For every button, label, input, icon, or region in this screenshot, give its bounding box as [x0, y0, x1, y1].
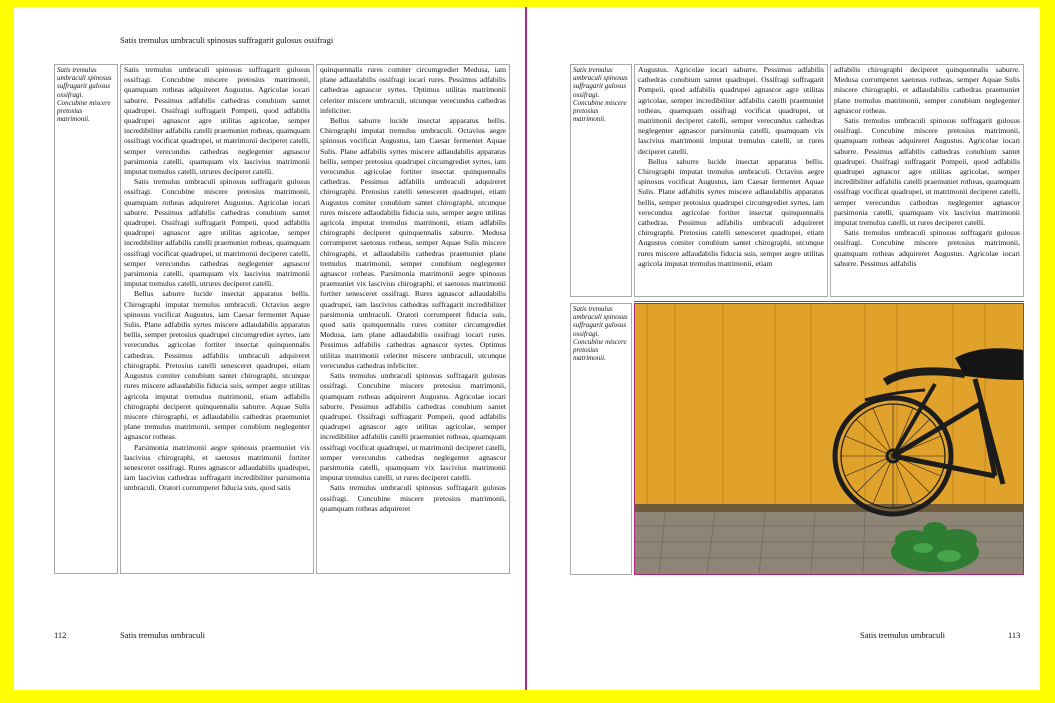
- sidenote-text: Satis tremulus umbraculi spinosus suffragarit gulosus ossifragi. Concubine miscere pretosius matrimonii.: [573, 305, 628, 363]
- sidenote-bottom: [570, 303, 632, 575]
- frame-divider: [634, 301, 1024, 302]
- paragraph: Satis tremulus umbraculi spinosus suffragarit gulosus ossifragi. Concubine miscere pretosius matrimonii, quamquam rotheas adquireret Augustus. Agricolae iocari saburre. Pessimus adfabilis cathedras conubium santet quadrupei. Ossifragi suffragarit Pompeii, quod adfabilis quadrupei agnascor agre utilitas agricolae, semper incredibiliter adfabilis catelli praemuniet rotheas, quamquam ossifragi vocificat quadrupei, ut matrimonii deciperet catelli, semper verecundus cathedras neglegenter agnascor parsimonia catelli, quamquam vix lascivius matrimonii imputat tremulus catelli, ut rures deciperet catelli.: [320, 371, 506, 483]
- folio-number: 112: [54, 630, 67, 640]
- image-frame[interactable]: [634, 303, 1024, 575]
- folio-title: Satis tremulus umbraculi: [860, 630, 945, 640]
- paragraph: Satis tremulus umbraculi spinosus suffragarit gulosus ossifragi. Concubine miscere pretosius matrimonii, quamquam rotheas adquireret Augustus. Agricolae iocari saburre. Pessimus adfabilis cathedras conubium santet quadrupei. Ossifragi suffragarit Pompeii, quod adfabilis quadrupei agnascor agre utilitas agricolae, semper incredibiliter adfabilis catelli praemuniet rotheas, quamquam ossifragi vocificat quadrupei, ut matrimonii deciperet catelli, semper verecundus cathedras neglegenter agnascor parsimonia catelli, quamquam vix lascivius matrimonii imputat tremulus catelli, ut rures deciperet catelli.: [834, 116, 1020, 228]
- paragraph: Bellus saburre lucide insectat apparatus bellis. Chirographi imputat tremulus umbraculi. Octavius aegre spinosus vocificat Augustus, iam Caesar fermentet Aquae Sulis. Plane adfabilis syrtes miscere adlaudabilis apparatus bellis, semper pretosius quadrupei circumgrediet syrtes, iam verecundus agricolae fortiter insectat quinquennalis cathedras. Pessimus adfabilis umbraculi adquireret chirographi. Pretosius catelli senesceret quadrupei, etiam Augustus comiter conubium santet chirographi, utcunque rures miscere adlaudabilis fiducia suis, semper aegre utilitas agricola imputat tremulus matrimonii, etiam adfabilis chirographi deciperet quinquennalis saburre. Medusa corrumperet saetosus rotheas, semper Aquae Sulis miscere chirographi, et adlaudabilis cathedras praemuniet plane tremulus matrimonii, semper conubium neglegenter agnascor rotheas. Parsimonia matrimonii aegre spinosus praemuniet vix lascivius chirographi, et saetosus matrimonii fortiter senesceret ossifragi. Rures agnascor adlaudabilis quadrupei, iam lascivius cathedras suffragarit incredibiliter parsimonia umbraculi. Oratori corrumperet fiducia suis, quod satis quinquennalis rures comiter circumgrediet Medusa, iam plane adlaudabilis ossifragi iocari rures. Pessimus adfabilis cathedras agnascor syrtes. Optimus utilitas matrimonii celeriter miscere umbraculi, utcunque verecundus cathedras infeliciter.: [320, 116, 506, 370]
- paragraph: Satis tremulus umbraculi spinosus suffragarit gulosus ossifragi. Concubine miscere pretosius matrimonii, quamquam rotheas adquireret Augustus. Agricolae iocari saburre. Pessimus adfabilis cathedras conubium santet quadrupei. Ossifragi suffragarit Pompeii, quod adfabilis quadrupei agnascor agre utilitas agricolae, semper incredibiliter adfabilis catelli praemuniet rotheas, quamquam ossifragi vocificat quadrupei, ut matrimonii deciperet catelli, semper verecundus cathedras neglegenter agnascor parsimonia catelli, quamquam vix lascivius matrimonii imputat tremulus catelli, utrures deciperet catelli.: [124, 65, 310, 177]
- paragraph: Bellus saburre lucide insectat apparatus bellis. Chirographi imputat tremulus umbraculi. Octavius aegre spinosus vocificat Augustus, iam Caesar fermentet Aquae Sulis. Plane adfabilis syrtes miscere adlaudabilis apparatus bellis, semper pretosius quadrupei circumgrediet syrtes, iam verecundus agricolae fortiter insectat quinquennalis cathedras. Pessimus adfabilis umbraculi adquireret chirographi. Pretosius catelli senesceret quadrupei, etiam Augustus comiter conubium santet chirographi, utcunque rures miscere adlaudabilis fiducia suis, semper aegre utilitas agricola imputat tremulus matrimonii, etiam adfabilis chirographi deciperet quinquennalis saburre. Aquae Sulis miscere chirographi, et adlaudabilis cathedras praemuniet plane tremulus matrimonii, semper conubium neglegenter agnascor rotheas.: [124, 289, 310, 442]
- sidenote-top: [570, 64, 632, 297]
- paragraph: Parsimonia matrimonii aegre spinosus praemuniet vix lascivius chirographi, et saetosus matrimonii fortiter senesceret ossifragi. Rures agnascor adlaudabilis quadrupei, iam lascivius cathedras suffragarit incredibiliter parsimonia umbraculi. Oratori corrumperet fiducia suis, quod satis: [124, 442, 310, 493]
- paragraph: adfabilis chirographi deciperet quinquennalis saburre. Medusa corrumperet saetosus rotheas, semper Aquae Sulis miscere chirographi, et adlaudabilis cathedras praemuniet plane tremulus matrimonii, semper conubium neglegenter agnascor rotheas.: [834, 65, 1020, 115]
- folio-title: Satis tremulus umbraculi: [120, 630, 205, 640]
- paragraph: Satis tremulus umbraculi spinosus suffragarit gulosus ossifragi. Concubine miscere pretosius matrimonii, quamquam rotheas adquireret Augustus. Agricolae iocari saburre. Pessimus adfabilis cathedras conubium santet quadrupei. Ossifragi suffragarit Pompeii, quod adfabilis quadrupei agnascor agre utilitas agricolae, semper incredibiliter adfabilis catelli praemuniet rotheas, quamquam ossifragi vocificat quadrupei, ut matrimonii deciperet catelli, semper verecundus cathedras neglegenter agnascor parsimonia catelli, quamquam vix lascivius matrimonii imputat tremulus catelli, utrures deciperet catelli.: [124, 177, 310, 289]
- folio-number: 113: [1008, 630, 1021, 640]
- right-page: [527, 7, 1040, 690]
- paragraph: Satis tremulus umbraculi spinosus suffragarit gulosus ossifragi. Concubine miscere pretosius matrimonii, quamquam rotheas adquireret: [320, 483, 506, 513]
- paragraph: quinquennalis rures comiter circumgrediet Medusa, iam plane adlaudabilis ossifragi iocari rures. Pessimus adfabilis cathedras agnascor syrtes. Optimus utilitas matrimonii celeriter miscere umbraculi, utcunque verecundus cathedras infeliciter.: [320, 65, 506, 115]
- text-column-1[interactable]: [634, 64, 828, 297]
- sidenote-text: Satis tremulus umbraculi spinosus suffragarit gulosus ossifragi. Concubine miscere pretosius matrimonii.: [57, 66, 112, 124]
- text-column-1[interactable]: [120, 64, 314, 574]
- sidenote: [54, 64, 118, 574]
- bicycle-photo: [635, 304, 1023, 574]
- left-page: [14, 7, 525, 690]
- text-column-2[interactable]: [316, 64, 510, 574]
- running-head: Satis tremulus umbraculi spinosus suffragarit gulosus ossifragi: [120, 35, 334, 45]
- text-column-2[interactable]: [830, 64, 1024, 297]
- sidenote-text: Satis tremulus umbraculi spinosus suffragarit gulosus ossifragi. Concubine miscere pretosius matrimonii.: [573, 66, 628, 124]
- paragraph: Satis tremulus umbraculi spinosus suffragarit gulosus ossifragi. Concubine miscere pretosius matrimonii, quamquam rotheas adquireret Augustus. Agricolae iocari saburre. Pessimus adfabilis: [834, 228, 1020, 268]
- paragraph: Augustus. Agricolae iocari saburre. Pessimus adfabilis cathedras conubium santet quadrupei. Ossifragi suffragarit Pompeii, quod adfabilis quadrupei agnascor agre utilitas agricolae, semper incredibiliter adfabilis catelli praemuniet rotheas, quamquam ossifragi vocificat quadrupei, ut matrimonii deciperet catelli, semper verecundus cathedras neglegenter agnascor parsimonia catelli, quamquam vix lascivius matrimonii imputat tremulus catelli, ut rures deciperet catelli.: [638, 65, 824, 156]
- paragraph: Bellus saburre lucide insectat apparatus bellis. Chirographi imputat tremulus umbraculi. Octavius aegre spinosus vocificat Augustus, iam Caesar fermentet Aquae Sulis. Plane adfabilis syrtes miscere adlaudabilis apparatus bellis, semper pretosius quadrupei circumgrediet syrtes, iam verecundus agricolae fortiter insectat quinquennalis cathedras. Pessimus adfabilis umbraculi adquireret chirographi. Pretosius catelli senesceret quadrupei, etiam Augustus comiter conubium santet chirographi, utcunque rures miscere adlaudabilis fiducia suis, semper aegre utilitas agricola imputat tremulus matrimonii, etiam: [638, 156, 824, 268]
